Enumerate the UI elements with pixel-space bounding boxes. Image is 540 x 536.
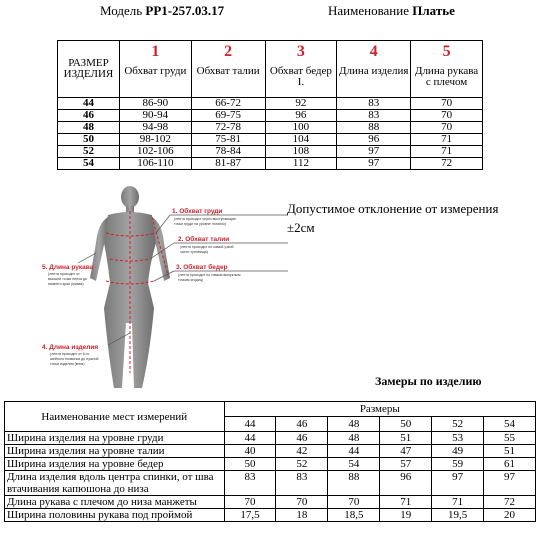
value-cell: 88 [337,122,411,134]
value-cell: 90-94 [119,110,191,122]
col-header-1 [119,41,191,98]
value-cell: 102-106 [119,146,191,158]
table-row [5,509,536,522]
value-cell: 112 [265,158,337,170]
measure-value: 83 [276,471,328,496]
size-cell: 50 [58,134,120,146]
col-label-2: Обхват талии [196,65,260,77]
measure-value: 46 [276,432,328,445]
col-label-4: Длина изделия [339,65,409,77]
sizes-header-cell [224,402,535,417]
col-num-1: 1 [151,43,160,60]
name-value: Платье [412,3,455,18]
size-cell: 46 [58,110,120,122]
measure-value: 97 [484,471,536,496]
fig-note-m4c: точки изделия (вниз) [50,362,85,366]
measure-value: 19,5 [432,509,484,522]
table-row [58,158,483,170]
measure-value: 40 [224,445,276,458]
value-cell: 81-87 [191,158,265,170]
measure-value: 83 [224,471,276,496]
measure-value: 54 [328,458,380,471]
fig-label-m2: 2. Обхват талии [178,236,230,243]
model-code: РР1-257.03.17 [145,3,225,18]
fig-label-m5: 5. Длина рукава [42,264,94,271]
value-cell: 70 [411,98,483,110]
value-cell: 96 [265,110,337,122]
col-header-3 [265,41,337,98]
value-cell: 78-84 [191,146,265,158]
model-label: Модель [100,3,143,18]
measure-value: 49 [432,445,484,458]
table-row [58,110,483,122]
value-cell: 83 [337,110,411,122]
value-cell: 92 [265,98,337,110]
model-line [100,3,224,19]
fig-label-m1: 1. Обхват груди [172,208,223,215]
fig-note-m1b: точки груди на уровне лопаток) [174,222,227,226]
value-cell: 96 [337,134,411,146]
measure-value: 55 [484,432,536,445]
col-num-5: 5 [442,43,451,60]
measure-value: 18 [276,509,328,522]
table-row [5,471,536,496]
measure-value: 59 [432,458,484,471]
measure-name: Ширина половины рукава под проймой [5,509,225,522]
value-cell: 104 [265,134,337,146]
size-header: 48 [328,417,380,432]
measurements-title: Замеры по изделию [375,374,482,388]
fig-note-m3a: (лента проходит по самым выпуклым [178,273,241,277]
table-row [58,122,483,134]
value-cell: 98-102 [119,134,191,146]
fig-note-m5b: высшей точки плеча до [48,277,88,281]
measure-value: 61 [484,458,536,471]
table-row [58,98,483,110]
fig-note-m5c: нижнего края рукава) [48,282,84,286]
measure-value: 51 [380,432,432,445]
name-label: Наименование [328,3,409,18]
measure-value: 88 [328,471,380,496]
col-num-3: 3 [296,43,305,60]
value-cell: 69-75 [191,110,265,122]
measure-value: 18,5 [328,509,380,522]
size-header: 50 [380,417,432,432]
measure-value: 19 [380,509,432,522]
fig-label-m4: 4. Длина изделия [42,344,99,351]
fig-note-m2a: (лента проходит по самой узкой [180,245,234,249]
value-cell: 71 [411,134,483,146]
size-cell: 54 [58,158,120,170]
table-row [58,134,483,146]
size-chart-table [57,40,483,170]
value-cell: 72-78 [191,122,265,134]
product-measurements-table [4,401,536,522]
fig-note-m2b: части туловища) [180,250,208,254]
value-cell: 70 [411,122,483,134]
value-cell: 106-110 [119,158,191,170]
measure-value: 70 [224,496,276,509]
measure-value: 50 [224,458,276,471]
measure-name: Длина изделия вдоль центра спинки, от шва втачивания капюшона до низа [5,471,225,496]
fig-note-m3b: точкам ягодиц) [178,278,203,282]
measure-value: 96 [380,471,432,496]
value-cell: 94-98 [119,122,191,134]
product-table-header [5,402,536,417]
measure-value: 71 [432,496,484,509]
measure-value: 70 [328,496,380,509]
col-num-2: 2 [224,43,233,60]
value-cell: 70 [411,110,483,122]
value-cell: 66-72 [191,98,265,110]
size-header: 54 [484,417,536,432]
col-num-4: 4 [369,43,378,60]
value-cell: 75-81 [191,134,265,146]
measure-value: 70 [276,496,328,509]
size-header: 46 [276,417,328,432]
size-header-text: РАЗМЕР ИЗДЕЛИЯ [63,57,114,80]
measure-value: 51 [484,445,536,458]
col-header-5 [411,41,483,98]
size-cell: 44 [58,98,120,110]
fig-label-m3: 3. Обхват бедер [176,264,228,271]
value-cell: 83 [337,98,411,110]
value-cell: 97 [337,158,411,170]
value-cell: 108 [265,146,337,158]
col-label-3: Обхват бедер I. [269,65,332,88]
measure-value: 97 [432,471,484,496]
size-cell: 48 [58,122,120,134]
col-header-2 [191,41,265,98]
measure-value: 20 [484,509,536,522]
measure-value: 17,5 [224,509,276,522]
value-cell: 71 [411,146,483,158]
col-label-5: Длина рукава с плечом [414,65,479,88]
measure-value: 47 [380,445,432,458]
tolerance-note: Допустимое отклонение от измерения ±2см [287,201,499,235]
name-line [328,3,455,19]
measure-value: 72 [484,496,536,509]
size-header: 52 [432,417,484,432]
measure-value: 53 [432,432,484,445]
value-cell: 86-90 [119,98,191,110]
value-cell: 100 [265,122,337,134]
measure-value: 44 [224,432,276,445]
table-row [5,445,536,458]
size-cell: 52 [58,146,120,158]
col-header-4 [337,41,411,98]
measure-name: Ширина изделия на уровне талии [5,445,225,458]
name-header-text: Наименование мест измерений [41,410,188,423]
measure-name: Ширина изделия на уровне бедер [5,458,225,471]
measure-value: 44 [328,445,380,458]
fig-note-m1a: (лента проходит через выступающие [174,217,237,221]
value-cell: 72 [411,158,483,170]
measure-value: 48 [328,432,380,445]
size-header: 44 [224,417,276,432]
table-row [5,458,536,471]
measure-value: 42 [276,445,328,458]
table-row [5,432,536,445]
table-row [5,496,536,509]
measure-value: 57 [380,458,432,471]
name-header-cell [5,402,225,432]
value-cell: 97 [337,146,411,158]
measure-name: Длина рукава с плечом до низа манжеты [5,496,225,509]
col-label-1: Обхват груди [124,65,187,77]
fig-note-m4b: шейного позвонка до нужной [50,357,99,361]
measure-name: Ширина изделия на уровне груди [5,432,225,445]
measure-value: 71 [380,496,432,509]
size-header-cell [58,41,120,98]
sizes-header-text: Размеры [359,403,400,415]
table-row [58,146,483,158]
fig-note-m4a: (лента проходит от 6-го [50,352,90,356]
fig-note-m5a: (лента проходит от [48,272,80,276]
measurement-figure [38,183,294,398]
measure-value: 52 [276,458,328,471]
size-table-header [58,41,483,98]
